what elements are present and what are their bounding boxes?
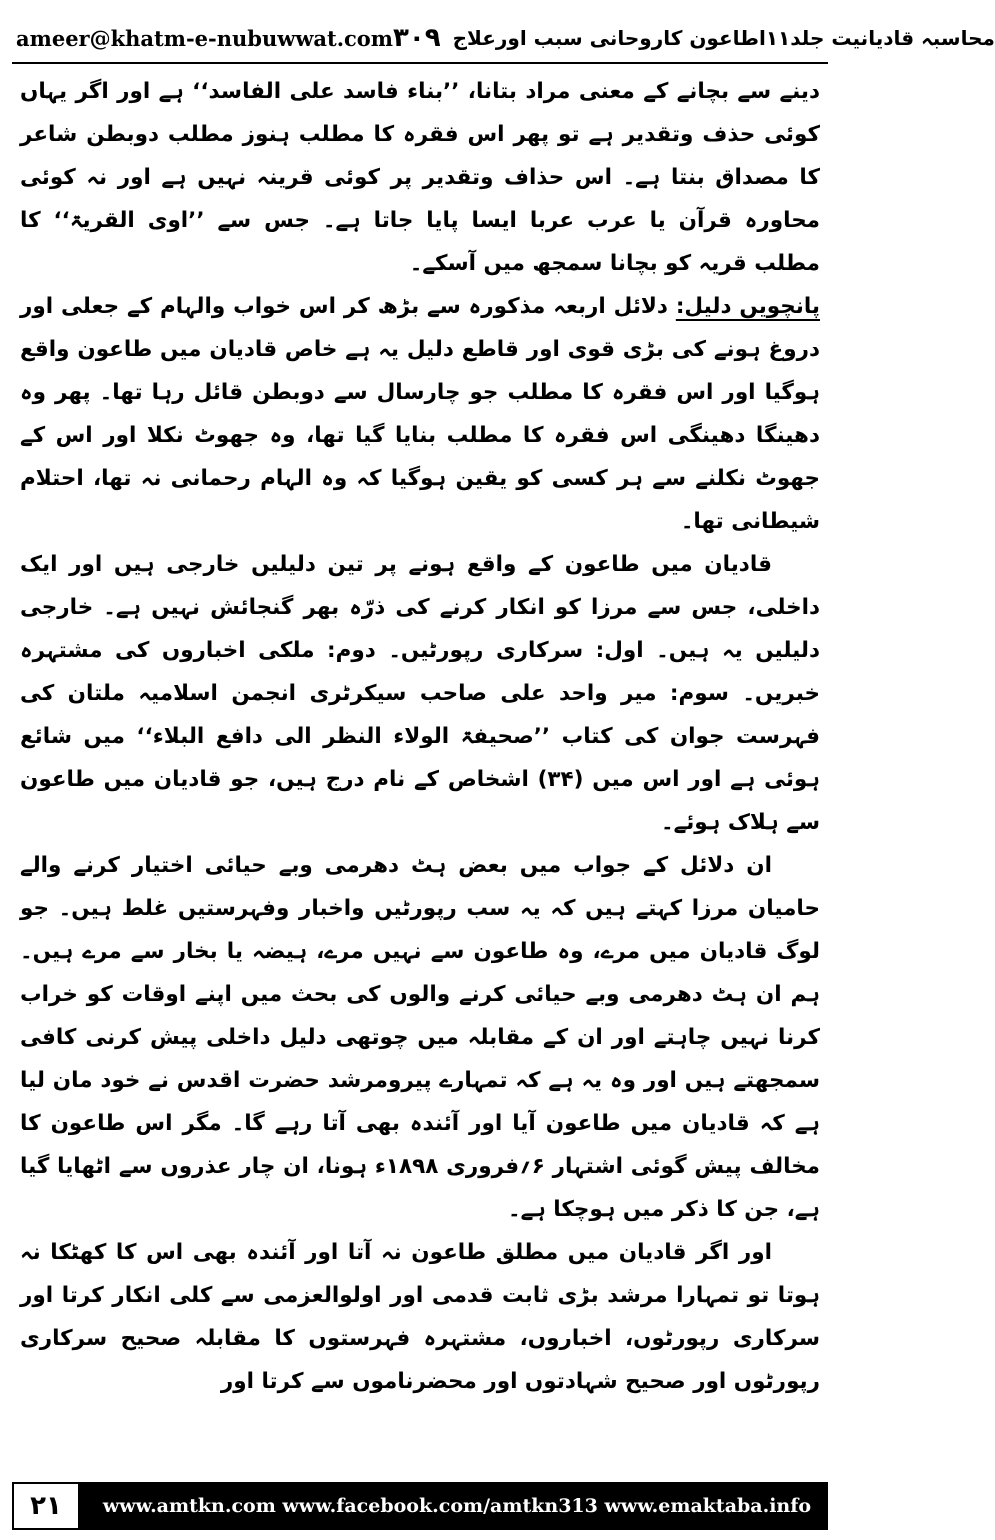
page-body: [20, 70, 820, 1478]
paragraph-3: قادیان میں طاعون کے واقع ہونے پر تین دلیلیں خارجی ہیں اور ایک داخلی، جس سے مرزا کو انکار کرنے کی ذرّہ بھر گنجائش نہیں ہے۔ خارجی دلیلیں یہ ہیں۔ اول: سرکاری رپورٹیں۔ دوم: ملکی اخباروں کی مشتہرہ خبریں۔ سوم: میر واحد علی صاحب سیکرٹری انجمن اسلامیہ ملتان کی فہرست جوان کی کتاب ’’صحیفۃ الولاء النظر الی دافع البلاء‘‘ میں شائع ہوئی ہے اور اس میں (۳۴) اشخاص کے نام درج ہیں، جو قادیان میں طاعون سے ہلاک ہوئے۔: [20, 552, 820, 835]
header-page-number: ۳۰۹: [393, 23, 441, 53]
paragraph-4: ان دلائل کے جواب میں بعض ہٹ دھرمی وبے حیائی اختیار کرنے والے حامیان مرزا کہتے ہیں کہ یہ سب رپورٹیں واخبار وفہرستیں غلط ہیں۔ جو لوگ قادیان میں مرے، وہ طاعون سے نہیں مرے، ہیضہ یا بخار سے مرے ہیں۔ ہم ان ہٹ دھرمی وبے حیائی کرنے والوں کی بحث میں اپنے اوقات کو خراب کرنا نہیں چاہتے اور ان کے مقابلہ میں چوتھی دلیل داخلی پیش کرنی کافی سمجھتے ہیں اور وہ یہ ہے کہ تمہارے پیرومرشد حضرت اقدس نے خود مان لیا ہے کہ قادیان میں طاعون آیا اور آئندہ بھی آتا رہے گا۔ مگر اس طاعون کا مخالف پیش گوئی اشتہار ۶؍فروری ۱۸۹۸ء ہونا، ان چار عذروں سے اٹھایا گیا ہے، جن کا ذکر میں ہوچکا ہے۔: [20, 853, 820, 1222]
paragraph-5: اور اگر قادیان میں مطلق طاعون نہ آتا اور آئندہ بھی اس کا کھٹکا نہ ہوتا تو تمہارا مرشد بڑی ثابت قدمی اور اولوالعزمی سے کلی انکار کرتا اور سرکاری رپورٹوں، اخباروں، مشتہرہ فہرستوں کا مقابلہ صحیح سرکاری رپورٹوں اور صحیح شہادتوں اور محضرناموں سے کرتا اور: [20, 1240, 820, 1394]
header-book-title: محاسبہ قادیانیت جلد۱۱اطاعون کاروحانی سبب اورعلاج: [452, 26, 995, 50]
page-header: [16, 18, 995, 58]
header-email: ameer@khatm-e-nubuwwat.com: [16, 25, 394, 51]
paragraph-1: دینے سے بچانے کے معنی مراد بتانا، ’’بناء فاسد علی الفاسد‘‘ ہے اور اگر یہاں کوئی حذف وتقدیر ہے تو پھر اس فقرہ کا مطلب ہنوز مطلب دوبطن شاعر کا مصداق بنتا ہے۔ اس حذاف وتقدیر پر کوئی قرینہ نہیں ہے اور نہ کوئی محاورہ قرآن یا عرب عربا ایسا پایا جاتا ہے۔ جس سے ’’اوی القریۃ‘‘ کا مطلب قریہ کو بچانا سمجھ میں آسکے۔: [20, 79, 820, 276]
footer-links: www.amtkn.com www.facebook.com/amtkn313 www.emaktaba.info: [102, 1495, 812, 1517]
header-divider: [12, 62, 828, 64]
paragraph-2: [20, 285, 820, 543]
paragraph-2-heading: پانچویں دلیل:: [675, 294, 820, 319]
header-book-info: [393, 23, 995, 53]
page-footer: [12, 1482, 828, 1530]
paragraph-2-text: دلائل اربعہ مذکورہ سے بڑھ کر اس خواب والہام کے جعلی اور دروغ ہونے کی بڑی قوی اور قاطع دلیل یہ ہے خاص قادیان میں طاعون واقع ہوگیا اور اس فقرہ کا مطلب جو چارسال سے دوبطن قائل رہا تھا۔ پھر وہ دھینگا دھینگی اس فقرہ کا مطلب بنایا گیا تھا، وہ جھوٹ نکلا اور اس کے جھوٹ نکلنے سے ہر کسی کو یقین ہوگیا کہ وہ الہام رحمانی نہ تھا، احتلام شیطانی تھا۔: [20, 294, 820, 534]
footer-page-number: ۲۱: [12, 1482, 80, 1530]
